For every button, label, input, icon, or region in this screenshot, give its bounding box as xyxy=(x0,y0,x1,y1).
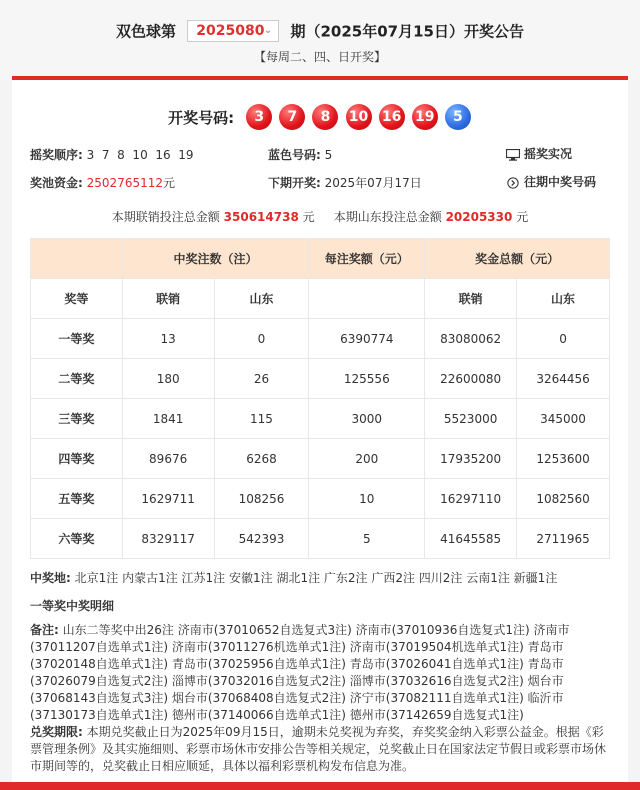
table-header-blank xyxy=(31,239,123,279)
table-cell: 5523000 xyxy=(425,399,517,439)
sd-sales-value: 20205330 xyxy=(445,210,513,224)
draw-schedule: 【每周二、四、日开奖】 xyxy=(253,50,386,64)
prize-level-cell: 二等奖 xyxy=(31,359,123,399)
blue-ball: 5 xyxy=(445,104,471,130)
table-cell: 89676 xyxy=(122,439,214,479)
table-subheader: 联销 xyxy=(425,279,517,319)
table-subheader: 联销 xyxy=(122,279,214,319)
red-ball: 8 xyxy=(312,104,338,130)
table-cell: 6390774 xyxy=(309,319,425,359)
table-cell: 115 xyxy=(214,399,309,439)
chevron-down-icon: ⌄ xyxy=(263,25,273,36)
prize-pool-unit: 元 xyxy=(163,176,176,190)
table-subheader-row xyxy=(31,279,610,319)
page-header xyxy=(0,0,640,80)
table-cell: 1841 xyxy=(122,399,214,439)
prize-table xyxy=(30,238,610,559)
red-ball: 16 xyxy=(379,104,405,130)
prize-pool-label: 奖池资金: xyxy=(30,176,83,190)
table-cell: 542393 xyxy=(214,519,309,559)
table-cell: 125556 xyxy=(309,359,425,399)
table-cell: 17935200 xyxy=(425,439,517,479)
claim-deadline xyxy=(30,724,612,775)
sales-value: 350614738 xyxy=(223,210,299,224)
arrow-circle-icon xyxy=(506,177,520,189)
claim-deadline-text: 本期兑奖截止日为2025年09月15日，逾期未兑奖视为弃奖，弃奖奖金纳入彩票公益金。根据《彩票管理条例》及其实施细则、彩票市场休市安排公告等相关规定，兑奖截止日在国家法定节假日或彩票市场休市期间等的，兑奖截止日相应顺延，具体以福利彩票机构发布信息为准。 xyxy=(30,725,607,773)
prize-pool xyxy=(30,174,175,191)
table-cell: 8329117 xyxy=(122,519,214,559)
history-link[interactable] xyxy=(506,173,596,190)
winning-numbers-label: 开奖号码: xyxy=(168,108,235,127)
sales-totals xyxy=(12,208,628,225)
draw-order xyxy=(30,146,194,163)
claim-deadline-label: 兑奖期限: xyxy=(30,725,83,739)
prize-level-cell: 三等奖 xyxy=(31,399,123,439)
result-card xyxy=(12,76,628,782)
table-subheader-blank xyxy=(309,279,425,319)
winning-numbers xyxy=(12,104,628,130)
sd-sales-label: 本期山东投注总金额 xyxy=(333,210,442,224)
red-ball: 7 xyxy=(279,104,305,130)
monitor-icon xyxy=(506,149,520,161)
winning-regions xyxy=(30,570,612,587)
red-ball: 3 xyxy=(246,104,272,130)
table-cell: 2711965 xyxy=(517,519,610,559)
next-draw-label: 下期开奖: xyxy=(268,176,321,190)
table-header: 中奖注数（注） xyxy=(122,239,309,279)
prize-pool-value: 2502765112 xyxy=(86,176,163,190)
history-label: 往期中奖号码 xyxy=(524,175,597,189)
table-cell: 6268 xyxy=(214,439,309,479)
table-header: 奖金总额（元） xyxy=(425,239,610,279)
table-cell: 1082560 xyxy=(517,479,610,519)
table-row xyxy=(31,399,610,439)
table-subheader: 山东 xyxy=(517,279,610,319)
table-cell: 83080062 xyxy=(425,319,517,359)
table-cell: 200 xyxy=(309,439,425,479)
draw-order-label: 摇奖顺序: xyxy=(30,148,83,162)
table-header-row xyxy=(31,239,610,279)
detail-title: 一等奖中奖明细 xyxy=(30,599,115,613)
table-row xyxy=(31,319,610,359)
table-cell: 22600080 xyxy=(425,359,517,399)
table-row xyxy=(31,439,610,479)
table-cell: 13 xyxy=(122,319,214,359)
blue-number-value: 5 xyxy=(324,148,333,162)
sd-sales-unit: 元 xyxy=(516,210,529,224)
next-draw xyxy=(268,174,422,191)
winning-regions-label: 中奖地: xyxy=(30,571,71,585)
title-suffix: 期（2025年07月15日）开奖公告 xyxy=(290,22,524,41)
table-row xyxy=(31,519,610,559)
live-draw-label: 摇奖实况 xyxy=(524,147,573,161)
issue-value: 2025080 xyxy=(196,23,265,39)
table-cell: 0 xyxy=(214,319,309,359)
draw-order-value: 3 7 8 10 16 19 xyxy=(86,148,194,162)
next-draw-value: 2025年07月17日 xyxy=(324,176,422,190)
table-cell: 5 xyxy=(309,519,425,559)
table-subheader: 奖等 xyxy=(31,279,123,319)
table-cell: 345000 xyxy=(517,399,610,439)
prize-level-cell: 四等奖 xyxy=(31,439,123,479)
table-row xyxy=(31,479,610,519)
footer-bar xyxy=(0,782,640,790)
title-prefix: 双色球第 xyxy=(116,22,177,41)
prize-level-cell: 五等奖 xyxy=(31,479,123,519)
page-title xyxy=(0,20,640,42)
table-cell: 1629711 xyxy=(122,479,214,519)
red-ball: 10 xyxy=(346,104,372,130)
table-row xyxy=(31,359,610,399)
red-ball: 19 xyxy=(412,104,438,130)
table-cell: 3264456 xyxy=(517,359,610,399)
table-cell: 26 xyxy=(214,359,309,399)
sales-label: 本期联销投注总金额 xyxy=(111,210,220,224)
winning-regions-text: 北京1注 内蒙古1注 江苏1注 安徽1注 湖北1注 广东2注 广西2注 四川2注 云南1注 新疆1注 xyxy=(74,571,558,585)
table-cell: 180 xyxy=(122,359,214,399)
issue-select[interactable] xyxy=(187,20,279,42)
table-cell: 108256 xyxy=(214,479,309,519)
table-cell: 1253600 xyxy=(517,439,610,479)
table-subheader: 山东 xyxy=(214,279,309,319)
table-header: 每注奖额（元） xyxy=(309,239,425,279)
live-draw-link[interactable] xyxy=(506,145,572,162)
table-cell: 41645585 xyxy=(425,519,517,559)
detail-note-label: 备注: xyxy=(30,623,59,637)
prize-level-cell: 六等奖 xyxy=(31,519,123,559)
detail-note-text: 山东二等奖中出26注 济南市(37010652自选复式3注) 济南市(37010936自选复式1注) 济南市(37011207自选单式1注) 济南市(37011276机选单式1注) 济南市(37019504机选单式1注) 青岛市(37020148自选单式1注) 青岛市(37025956自选单式1注) 青岛市(37026041自选单式1注) 青岛市(37026079自选复式2注) 淄博市(37032016自选复式2注) 淄博市(37032616自选复式2注) 烟台市(37068143自选复式3注) 烟台市(37068408自选复式2注) 济宁市(37082111自选单式1注) 临沂市(37130173自选单式1注) 德州市(37140066自选单式1注) 德州市(37142659自选复式1注) xyxy=(30,623,570,722)
table-cell: 0 xyxy=(517,319,610,359)
blue-number xyxy=(268,146,332,163)
sales-unit: 元 xyxy=(302,210,315,224)
detail-note xyxy=(30,622,612,724)
blue-number-label: 蓝色号码: xyxy=(268,148,321,162)
table-cell: 3000 xyxy=(309,399,425,439)
table-cell: 16297110 xyxy=(425,479,517,519)
table-cell: 10 xyxy=(309,479,425,519)
prize-level-cell: 一等奖 xyxy=(31,319,123,359)
